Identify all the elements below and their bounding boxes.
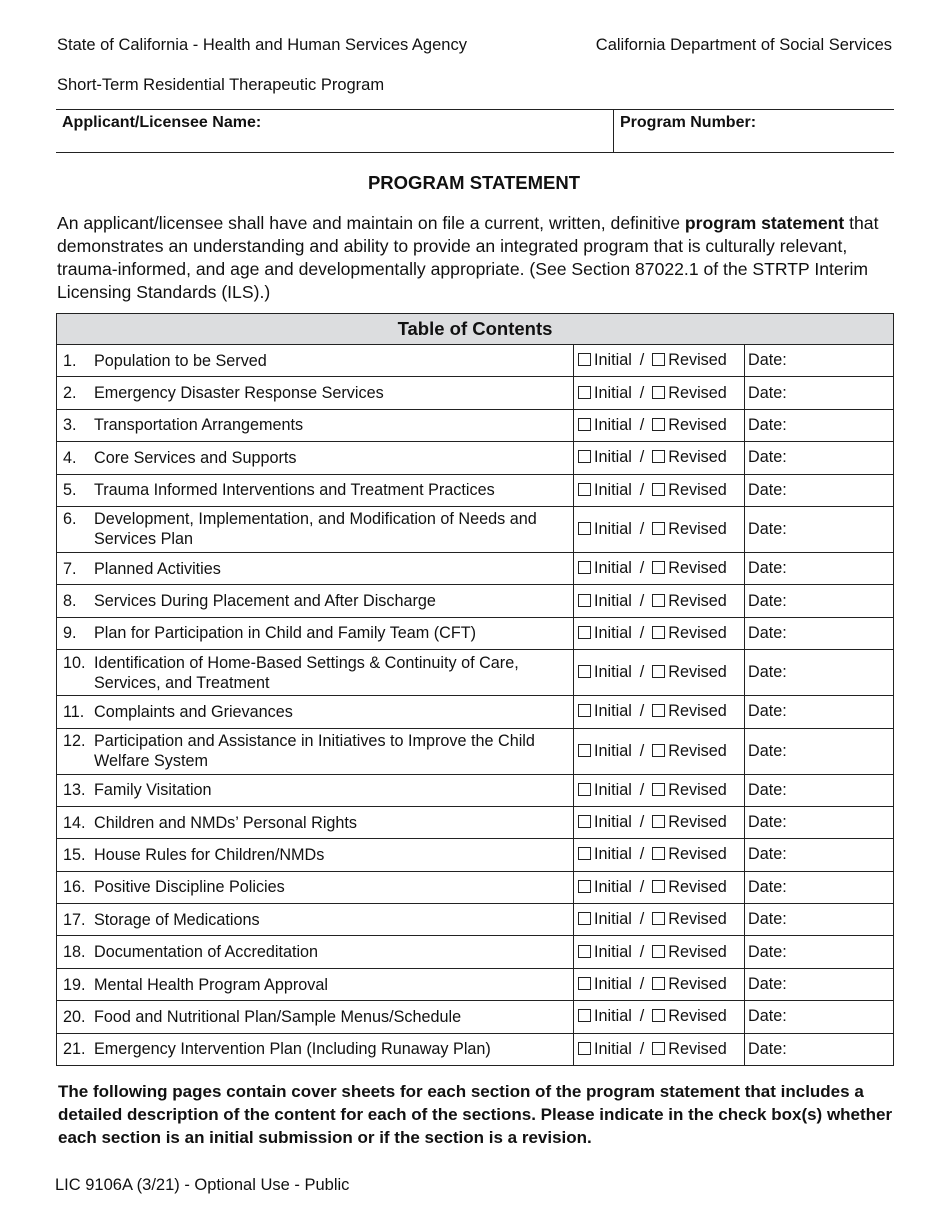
table-row <box>57 650 894 696</box>
table-row <box>57 774 894 806</box>
toc-status-cell <box>574 345 745 377</box>
revised-checkbox[interactable] <box>652 483 665 496</box>
slash-separator: / <box>639 780 645 799</box>
date-label: Date: <box>748 519 787 538</box>
initial-label: Initial <box>594 813 632 832</box>
closing-instructions: The following pages contain cover sheets for each section of the program statement that includes a detailed description of the content for each of the sections. Please indicate in the check box(s) whether each section is an initial submission or if the section is a revision. <box>58 1082 893 1147</box>
toc-item-text: Mental Health Program Approval <box>94 975 328 994</box>
date-field[interactable] <box>745 409 894 441</box>
initial-checkbox[interactable] <box>578 483 591 496</box>
table-row <box>57 904 894 936</box>
toc-item-text: Core Services and Supports <box>94 448 297 467</box>
initial-label: Initial <box>594 559 632 578</box>
toc-item-text: House Rules for Children/NMDs <box>94 845 325 864</box>
slash-separator: / <box>639 975 645 994</box>
toc-item-number: 19. <box>63 975 86 994</box>
initial-checkbox[interactable] <box>578 815 591 828</box>
revised-checkbox[interactable] <box>652 912 665 925</box>
table-row <box>57 968 894 1000</box>
toc-item-number: 7. <box>63 559 77 578</box>
date-field[interactable] <box>745 617 894 649</box>
revised-label: Revised <box>668 1007 727 1026</box>
toc-item-number: 12. <box>63 732 86 751</box>
initial-label: Initial <box>594 1039 632 1058</box>
program-type: Short-Term Residential Therapeutic Program <box>57 76 385 94</box>
toc-status-cell <box>574 806 745 838</box>
initial-label: Initial <box>594 877 632 896</box>
toc-item-number: 9. <box>63 624 77 643</box>
toc-status-cell <box>574 871 745 903</box>
toc-item-number: 15. <box>63 845 86 864</box>
date-field[interactable] <box>745 936 894 968</box>
date-label: Date: <box>748 591 787 610</box>
toc-item-cell <box>57 904 574 936</box>
toc-status-cell <box>574 552 745 584</box>
toc-item-text: Identification of Home-Based Settings & Continuity of Care, Services, and Treatment <box>94 653 519 692</box>
revised-checkbox[interactable] <box>652 450 665 463</box>
date-label: Date: <box>748 383 787 402</box>
date-label: Date: <box>748 415 787 434</box>
initial-checkbox[interactable] <box>578 418 591 431</box>
date-label: Date: <box>748 942 787 961</box>
initial-label: Initial <box>594 383 632 402</box>
revised-label: Revised <box>668 591 727 610</box>
date-label: Date: <box>748 1039 787 1058</box>
revised-label: Revised <box>668 702 727 721</box>
revised-label: Revised <box>668 1039 727 1058</box>
revised-label: Revised <box>668 813 727 832</box>
revised-checkbox[interactable] <box>652 880 665 893</box>
slash-separator: / <box>639 845 645 864</box>
toc-item-cell <box>57 1033 574 1065</box>
toc-item-text: Population to be Served <box>94 351 267 370</box>
initial-checkbox[interactable] <box>578 1042 591 1055</box>
initial-label: Initial <box>594 942 632 961</box>
applicant-name-field[interactable] <box>56 110 614 152</box>
date-label: Date: <box>748 351 787 370</box>
initial-checkbox[interactable] <box>578 912 591 925</box>
toc-item-text: Family Visitation <box>94 781 212 800</box>
date-label: Date: <box>748 448 787 467</box>
date-field[interactable] <box>745 552 894 584</box>
toc-status-cell <box>574 474 745 506</box>
revised-label: Revised <box>668 975 727 994</box>
toc-item-number: 3. <box>63 416 77 435</box>
initial-checkbox[interactable] <box>578 626 591 639</box>
revised-label: Revised <box>668 942 727 961</box>
table-row <box>57 696 894 728</box>
initial-label: Initial <box>594 741 632 760</box>
slash-separator: / <box>639 480 645 499</box>
revised-label: Revised <box>668 780 727 799</box>
initial-checkbox[interactable] <box>578 522 591 535</box>
initial-label: Initial <box>594 480 632 499</box>
toc-item-text: Children and NMDs’ Personal Rights <box>94 813 358 832</box>
toc-item-text: Storage of Medications <box>94 910 260 929</box>
initial-checkbox[interactable] <box>578 977 591 990</box>
revised-checkbox[interactable] <box>652 744 665 757</box>
toc-status-cell <box>574 774 745 806</box>
toc-item-number: 16. <box>63 878 86 897</box>
date-field[interactable] <box>745 1033 894 1065</box>
toc-item-number: 5. <box>63 481 77 500</box>
toc-item-cell <box>57 585 574 617</box>
initial-checkbox[interactable] <box>578 353 591 366</box>
revised-label: Revised <box>668 877 727 896</box>
toc-item-text: Participation and Assistance in Initiatives to Improve the Child Welfare System <box>94 732 535 771</box>
slash-separator: / <box>639 623 645 642</box>
table-row <box>57 728 894 774</box>
toc-item-cell <box>57 728 574 774</box>
toc-item-number: 18. <box>63 943 86 962</box>
toc-item-text: Food and Nutritional Plan/Sample Menus/Schedule <box>94 1007 462 1026</box>
date-field[interactable] <box>745 968 894 1000</box>
revised-checkbox[interactable] <box>652 561 665 574</box>
date-label: Date: <box>748 741 787 760</box>
table-row <box>57 936 894 968</box>
toc-item-number: 2. <box>63 384 77 403</box>
table-row <box>57 409 894 441</box>
revised-checkbox[interactable] <box>652 977 665 990</box>
date-label: Date: <box>748 780 787 799</box>
toc-item-number: 13. <box>63 781 86 800</box>
slash-separator: / <box>639 1007 645 1026</box>
revised-checkbox[interactable] <box>652 665 665 678</box>
revised-label: Revised <box>668 910 727 929</box>
toc-item-cell <box>57 442 574 474</box>
table-row <box>57 1001 894 1033</box>
table-row <box>57 806 894 838</box>
revised-checkbox[interactable] <box>652 704 665 717</box>
initial-label: Initial <box>594 702 632 721</box>
slash-separator: / <box>639 351 645 370</box>
date-label: Date: <box>748 813 787 832</box>
date-field[interactable] <box>745 1001 894 1033</box>
revised-checkbox[interactable] <box>652 522 665 535</box>
applicant-info-bar <box>56 109 894 153</box>
slash-separator: / <box>639 910 645 929</box>
revised-checkbox[interactable] <box>652 626 665 639</box>
program-number-field[interactable] <box>614 110 894 152</box>
toc-status-cell <box>574 585 745 617</box>
page-title: PROGRAM STATEMENT <box>367 172 581 193</box>
department-header: California Department of Social Services <box>595 36 892 54</box>
revised-checkbox[interactable] <box>652 847 665 860</box>
revised-label: Revised <box>668 623 727 642</box>
toc-heading: Table of Contents <box>57 314 894 345</box>
toc-item-number: 4. <box>63 448 77 467</box>
toc-status-cell <box>574 936 745 968</box>
date-label: Date: <box>748 910 787 929</box>
toc-item-cell <box>57 409 574 441</box>
toc-item-text: Transportation Arrangements <box>94 416 304 435</box>
table-of-contents <box>56 313 894 1066</box>
revised-label: Revised <box>668 559 727 578</box>
initial-label: Initial <box>594 663 632 682</box>
revised-checkbox[interactable] <box>652 594 665 607</box>
agency-header: State of California - Health and Human Services Agency <box>57 36 467 54</box>
toc-item-cell <box>57 345 574 377</box>
table-row <box>57 345 894 377</box>
toc-item-number: 14. <box>63 813 86 832</box>
toc-status-cell <box>574 506 745 552</box>
program-number-label: Program Number: <box>620 114 757 131</box>
toc-item-number: 1. <box>63 351 77 370</box>
toc-item-number: 6. <box>63 510 77 529</box>
date-field[interactable] <box>745 474 894 506</box>
toc-item-text: Plan for Participation in Child and Family Team (CFT) <box>94 624 477 643</box>
date-label: Date: <box>748 1007 787 1026</box>
slash-separator: / <box>639 448 645 467</box>
initial-checkbox[interactable] <box>578 594 591 607</box>
toc-item-cell <box>57 552 574 584</box>
toc-item-cell <box>57 774 574 806</box>
table-row <box>57 552 894 584</box>
initial-label: Initial <box>594 780 632 799</box>
date-field[interactable] <box>745 650 894 696</box>
initial-checkbox[interactable] <box>578 450 591 463</box>
initial-checkbox[interactable] <box>578 783 591 796</box>
slash-separator: / <box>639 383 645 402</box>
date-field[interactable] <box>745 728 894 774</box>
table-row <box>57 617 894 649</box>
date-label: Date: <box>748 663 787 682</box>
slash-separator: / <box>639 559 645 578</box>
slash-separator: / <box>639 942 645 961</box>
revised-checkbox[interactable] <box>652 353 665 366</box>
initial-checkbox[interactable] <box>578 704 591 717</box>
date-field[interactable] <box>745 904 894 936</box>
initial-checkbox[interactable] <box>578 880 591 893</box>
initial-label: Initial <box>594 448 632 467</box>
slash-separator: / <box>639 519 645 538</box>
initial-checkbox[interactable] <box>578 561 591 574</box>
table-row <box>57 442 894 474</box>
slash-separator: / <box>639 1039 645 1058</box>
toc-item-text: Documentation of Accreditation <box>94 943 319 962</box>
date-field[interactable] <box>745 506 894 552</box>
initial-label: Initial <box>594 415 632 434</box>
toc-item-cell <box>57 1001 574 1033</box>
toc-item-cell <box>57 506 574 552</box>
revised-label: Revised <box>668 741 727 760</box>
toc-item-number: 10. <box>63 653 86 672</box>
table-row <box>57 377 894 409</box>
revised-checkbox[interactable] <box>652 783 665 796</box>
toc-status-cell <box>574 1033 745 1065</box>
toc-status-cell <box>574 1001 745 1033</box>
date-field[interactable] <box>745 871 894 903</box>
form-footer: LIC 9106A (3/21) - Optional Use - Public <box>55 1176 350 1194</box>
revised-checkbox[interactable] <box>652 386 665 399</box>
date-field[interactable] <box>745 806 894 838</box>
initial-checkbox[interactable] <box>578 847 591 860</box>
date-label: Date: <box>748 845 787 864</box>
revised-label: Revised <box>668 519 727 538</box>
toc-item-text: Emergency Intervention Plan (Including Runaway Plan) <box>94 1040 491 1059</box>
revised-checkbox[interactable] <box>652 418 665 431</box>
toc-body <box>57 345 894 1066</box>
date-label: Date: <box>748 623 787 642</box>
revised-label: Revised <box>668 415 727 434</box>
revised-label: Revised <box>668 663 727 682</box>
revised-checkbox[interactable] <box>652 815 665 828</box>
toc-item-cell <box>57 936 574 968</box>
slash-separator: / <box>639 591 645 610</box>
toc-item-text: Development, Implementation, and Modification of Needs and Services Plan <box>94 510 537 549</box>
slash-separator: / <box>639 813 645 832</box>
toc-item-cell <box>57 871 574 903</box>
toc-item-cell <box>57 839 574 871</box>
table-row <box>57 474 894 506</box>
initial-label: Initial <box>594 351 632 370</box>
date-label: Date: <box>748 480 787 499</box>
toc-item-cell <box>57 650 574 696</box>
toc-status-cell <box>574 696 745 728</box>
table-row <box>57 839 894 871</box>
date-label: Date: <box>748 559 787 578</box>
applicant-name-label: Applicant/Licensee Name: <box>62 114 262 131</box>
date-field[interactable] <box>745 442 894 474</box>
toc-status-cell <box>574 650 745 696</box>
revised-checkbox[interactable] <box>652 945 665 958</box>
date-field[interactable] <box>745 839 894 871</box>
intro-paragraph: An applicant/licensee shall have and maintain on file a current, written, definitive program statement that demonstrates an understanding and ability to provide an integrated program that is culturally relevant, trauma-informed, and age and developmentally appropriate. (See Section 87022.1 of the STRTP Interim Licensing Standards (ILS).) <box>57 213 879 302</box>
initial-checkbox[interactable] <box>578 945 591 958</box>
date-field[interactable] <box>745 696 894 728</box>
table-row <box>57 871 894 903</box>
toc-item-cell <box>57 474 574 506</box>
initial-label: Initial <box>594 1007 632 1026</box>
revised-label: Revised <box>668 845 727 864</box>
toc-status-cell <box>574 442 745 474</box>
toc-status-cell <box>574 409 745 441</box>
toc-item-number: 8. <box>63 592 77 611</box>
date-field[interactable] <box>745 345 894 377</box>
date-field[interactable] <box>745 774 894 806</box>
initial-label: Initial <box>594 519 632 538</box>
table-row <box>57 506 894 552</box>
toc-item-cell <box>57 806 574 838</box>
revised-label: Revised <box>668 383 727 402</box>
slash-separator: / <box>639 415 645 434</box>
toc-item-cell <box>57 968 574 1000</box>
initial-label: Initial <box>594 591 632 610</box>
initial-checkbox[interactable] <box>578 744 591 757</box>
toc-item-text: Planned Activities <box>94 559 221 578</box>
initial-label: Initial <box>594 623 632 642</box>
revised-label: Revised <box>668 480 727 499</box>
date-label: Date: <box>748 702 787 721</box>
toc-item-cell <box>57 696 574 728</box>
toc-item-cell <box>57 377 574 409</box>
toc-item-text: Positive Discipline Policies <box>94 878 285 897</box>
toc-item-text: Complaints and Grievances <box>94 702 293 721</box>
toc-item-text: Trauma Informed Interventions and Treatment Practices <box>94 481 495 500</box>
toc-item-cell <box>57 617 574 649</box>
toc-status-cell <box>574 617 745 649</box>
intro-bold-term: program statement <box>684 213 845 233</box>
toc-item-number: 21. <box>63 1040 86 1059</box>
date-label: Date: <box>748 975 787 994</box>
slash-separator: / <box>639 702 645 721</box>
revised-checkbox[interactable] <box>652 1009 665 1022</box>
date-field[interactable] <box>745 585 894 617</box>
date-label: Date: <box>748 877 787 896</box>
initial-checkbox[interactable] <box>578 665 591 678</box>
revised-checkbox[interactable] <box>652 1042 665 1055</box>
toc-item-number: 20. <box>63 1007 86 1026</box>
toc-item-number: 17. <box>63 910 86 929</box>
initial-label: Initial <box>594 975 632 994</box>
revised-label: Revised <box>668 351 727 370</box>
initial-checkbox[interactable] <box>578 386 591 399</box>
toc-status-cell <box>574 377 745 409</box>
table-row <box>57 585 894 617</box>
slash-separator: / <box>639 877 645 896</box>
toc-status-cell <box>574 968 745 1000</box>
slash-separator: / <box>639 741 645 760</box>
date-field[interactable] <box>745 377 894 409</box>
revised-label: Revised <box>668 448 727 467</box>
toc-status-cell <box>574 904 745 936</box>
initial-label: Initial <box>594 845 632 864</box>
initial-label: Initial <box>594 910 632 929</box>
toc-item-number: 11. <box>63 702 85 721</box>
toc-item-text: Services During Placement and After Discharge <box>94 592 436 611</box>
toc-status-cell <box>574 839 745 871</box>
table-row <box>57 1033 894 1065</box>
initial-checkbox[interactable] <box>578 1009 591 1022</box>
slash-separator: / <box>639 663 645 682</box>
toc-status-cell <box>574 728 745 774</box>
toc-item-text: Emergency Disaster Response Services <box>94 384 384 403</box>
